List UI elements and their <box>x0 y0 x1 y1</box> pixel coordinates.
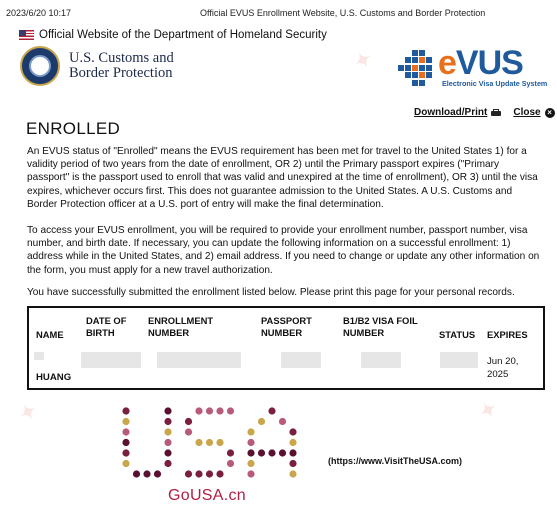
redacted-given-name <box>34 352 44 360</box>
usa-dot <box>289 460 296 467</box>
gousa-logo-text[interactable]: GoUSA.cn <box>168 487 246 504</box>
redacted-enrollment-number <box>157 352 241 368</box>
header-enrollment-number: ENROLLMENT NUMBER <box>148 315 214 338</box>
usa-dot <box>122 460 129 467</box>
usa-dot <box>143 470 150 477</box>
usa-dot <box>247 428 254 435</box>
header-visa-number: B1/B2 VISA FOIL NUMBER <box>343 315 418 338</box>
usa-dot <box>122 407 129 414</box>
header-expires: EXPIRES <box>487 329 528 340</box>
evus-wordmark: eVUS <box>438 44 523 82</box>
usa-dot <box>268 449 275 456</box>
download-print-link[interactable]: Download/Print <box>414 107 488 118</box>
status-info-paragraph: An EVUS status of "Enrolled" means the EVUS requirement has been met for travel to the United States 1) for a validity period of two years from the date of enrollment, OR 2) until the Primary passport expires ("Primary passport" is the passport used to enroll that was valid and unexpired at the time of enrollment), OR 3) until the visa expires, whichever occurs first. This does not guarantee admission to the United States. A U.S. Customs and Border Protection officer at a U.S. port of entry will make the final determination. <box>27 146 538 210</box>
us-flag-icon <box>19 30 34 40</box>
agency-name-line2: Border Protection <box>69 65 173 81</box>
dhs-seal-icon <box>20 46 60 86</box>
usa-dot <box>185 470 192 477</box>
usa-dot <box>268 407 275 414</box>
usa-dot <box>195 439 202 446</box>
usa-dot <box>289 470 296 477</box>
usa-dot <box>122 439 129 446</box>
usa-dot <box>216 407 223 414</box>
usa-dot <box>154 470 161 477</box>
usa-dot <box>289 439 296 446</box>
usa-dot <box>227 407 234 414</box>
usa-dot <box>185 428 192 435</box>
usa-dot <box>164 407 171 414</box>
printer-icon[interactable] <box>491 109 501 117</box>
usa-dot <box>247 439 254 446</box>
redacted-visa-number <box>361 352 401 368</box>
usa-dot <box>206 470 213 477</box>
cell-name: HUANG <box>36 372 72 383</box>
enrollment-table <box>27 306 545 390</box>
cell-expires: Jun 20, 2025 <box>487 356 519 380</box>
usa-dot <box>164 418 171 425</box>
usa-dot <box>216 470 223 477</box>
page-title: ENROLLED <box>26 119 121 138</box>
print-page-title: Official EVUS Enrollment Website, U.S. Customs and Border Protection <box>200 8 486 18</box>
usa-dot <box>289 428 296 435</box>
usa-dot <box>164 428 171 435</box>
visit-the-usa-link[interactable]: (https://www.VisitTheUSA.com) <box>328 456 463 466</box>
close-icon[interactable]: × <box>545 108 555 118</box>
print-timestamp: 2023/6/20 10:17 <box>6 8 72 18</box>
usa-dot <box>227 449 234 456</box>
gov-banner <box>19 29 327 41</box>
usa-dot <box>279 418 286 425</box>
evus-logo[interactable] <box>398 44 550 90</box>
watermark-icon: ✦ <box>15 399 42 427</box>
gov-banner-text: Official Website of the Department of Homeland Security <box>39 29 327 41</box>
watermark-icon: ✦ <box>350 47 377 75</box>
usa-dot <box>258 418 265 425</box>
confirmation-paragraph: You have successfully submitted the enrollment listed below. Please print this page for your personal records. <box>27 287 515 298</box>
usa-dot <box>279 449 286 456</box>
access-info-paragraph: To access your EVUS enrollment, you will be required to provide your enrollment number, passport number, visa number, and birth date. If necessary, you can update the following information on a successful enrollment: 1) address while in the United States, and 2) email address. If you need to change or update any other information on the form, you must apply for a new travel authorization. <box>27 225 540 276</box>
usa-dot <box>122 428 129 435</box>
usa-dot <box>258 449 265 456</box>
usa-dot <box>185 418 192 425</box>
usa-dot <box>195 470 202 477</box>
usa-dot <box>164 449 171 456</box>
usa-dot <box>247 449 254 456</box>
usa-dot <box>122 449 129 456</box>
header-name: NAME <box>36 329 64 340</box>
agency-name <box>69 51 174 81</box>
header-dob: DATE OF BIRTH <box>86 315 127 338</box>
usa-dot <box>206 439 213 446</box>
usa-dot <box>164 439 171 446</box>
usa-dot <box>247 470 254 477</box>
usa-dot <box>133 470 140 477</box>
usa-dot <box>247 460 254 467</box>
cbp-logo[interactable] <box>20 46 174 86</box>
usa-dotted-logo <box>120 405 310 483</box>
redacted-status <box>440 352 478 368</box>
usa-dot <box>164 460 171 467</box>
redacted-dob <box>81 352 141 368</box>
usa-dot <box>216 439 223 446</box>
usa-dot <box>227 460 234 467</box>
usa-dot <box>122 418 129 425</box>
evus-tagline: Electronic Visa Update System <box>442 79 548 88</box>
usa-dot <box>195 407 202 414</box>
agency-name-line1: U.S. Customs and <box>69 50 174 66</box>
header-status: STATUS <box>439 329 476 340</box>
page-actions <box>414 107 555 118</box>
evus-grid-icon <box>398 50 434 86</box>
close-link[interactable]: Close <box>513 107 541 118</box>
watermark-icon: ✦ <box>475 397 502 425</box>
usa-dot <box>206 407 213 414</box>
redacted-passport-number <box>281 352 321 368</box>
header-passport-number: PASSPORT NUMBER <box>261 315 312 338</box>
usa-dot <box>289 449 296 456</box>
